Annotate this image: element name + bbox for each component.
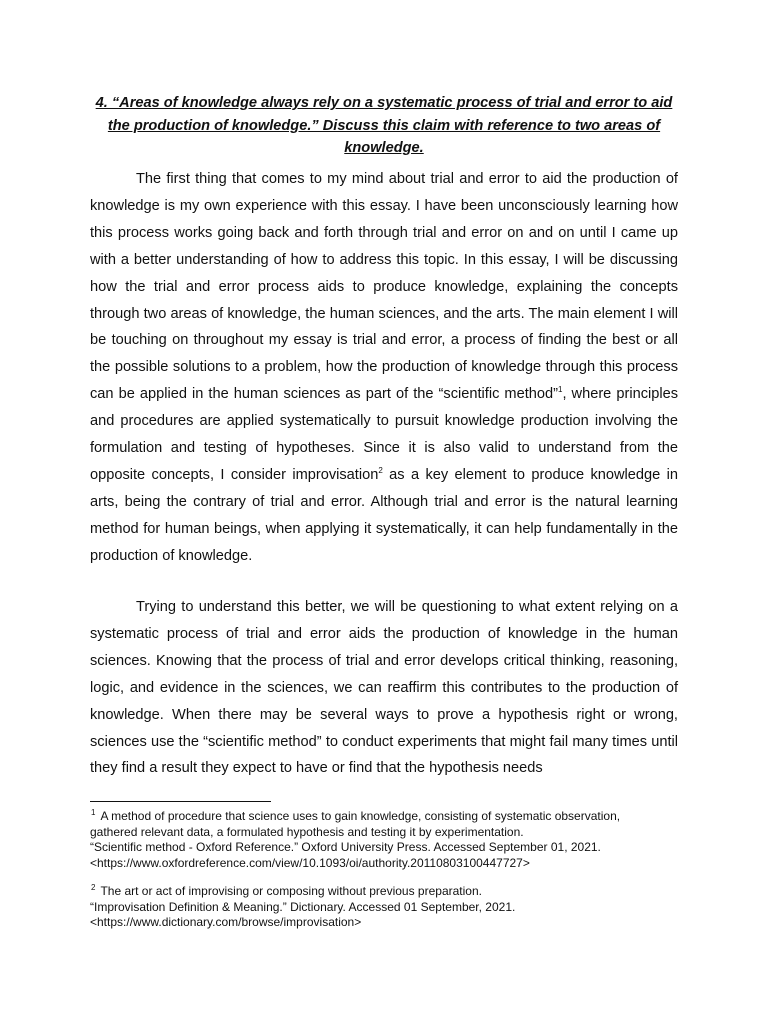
- footnote-1-line-2: gathered relevant data, a formulated hypothesis and testing it by experimentation.: [90, 824, 524, 839]
- footnote-2: [90, 884, 678, 931]
- footnote-2-line-3: <https://www.dictionary.com/browse/improvisation>: [90, 915, 362, 930]
- paragraph-intro-text-1: The first thing that comes to my mind about trial and error to aid the production of knowledge is my own experience with this essay. I have been unconsciously learning how this process works going back and forth through trial and error on and on until I came up with a better understanding of how to address this topic. In this essay, I will be discussing how the trial and error process aids to produce knowledge, explaining the concepts through two areas of knowledge, the human sciences, and the arts. The main element I will be touching on throughout my essay is trial and error, a process of finding the best or all the possible solutions to a problem, how the production of knowledge through this process can be applied in the human sciences as part of the “scientific method”: [90, 171, 678, 403]
- paragraph-intro-text-2: , where principles and procedures are applied systematically to pursuit knowledge production involving the formulation and testing of hypotheses. Since it is also valid to understand from the opposite concepts, I consider improvisation: [90, 386, 679, 483]
- footnote-ref-1: 1: [557, 385, 563, 395]
- footnote-2-line-2: “Improvisation Definition & Meaning.” Dictionary. Accessed 01 September, 2021.: [90, 899, 516, 914]
- footnote-1: [90, 809, 678, 872]
- paragraph-human-sciences: Trying to understand this better, we will be questioning to what extent relying on a systematic process of trial and error aids the production of knowledge in the human sciences. Knowing that the process of trial and error develops critical thinking, reasoning, logic, and evidence in the sciences, we can reaffirm this contributes to the production of knowledge. When there may be several ways to prove a hypothesis right or wrong, sciences use the “scientific method” to conduct experiments that might fail many times until they find a result they expect to have or find that the hypothesis needs: [90, 599, 678, 777]
- footnote-1-line-1: $^1$ A method of procedure that science uses to gain knowledge, consisting of systematic observation,: [91, 808, 621, 823]
- footnote-1-line-4: <https://www.oxfordreference.com/view/10.1093/oi/authority.20110803100447727>: [90, 856, 530, 871]
- footnote-2-mark: 2: [91, 883, 96, 892]
- essay-title: 4. “Areas of knowledge always rely on a systematic process of trial and error to aid the production of knowledge.” Discuss this claim with reference to two areas of knowledge.: [95, 95, 673, 156]
- footnote-2-line-1: $^2$ The art or act of improvising or composing without previous preparation.: [91, 883, 482, 898]
- paragraph-intro-text-3: as a key element to produce knowledge in arts, being the contrary of trial and error. Although trial and error is the natural learning method for human beings, when applying it systematically, it can help fundamentally in the production of knowledge.: [90, 466, 678, 564]
- paragraph-intro: [90, 166, 678, 570]
- footnote-ref-2: 2: [378, 466, 383, 476]
- footnote-separator: [90, 801, 271, 802]
- footnote-1-line-3: “Scientific method - Oxford Reference.” Oxford University Press. Accessed September 01, 2021.: [90, 840, 601, 855]
- footnote-1-mark: 1: [91, 808, 96, 817]
